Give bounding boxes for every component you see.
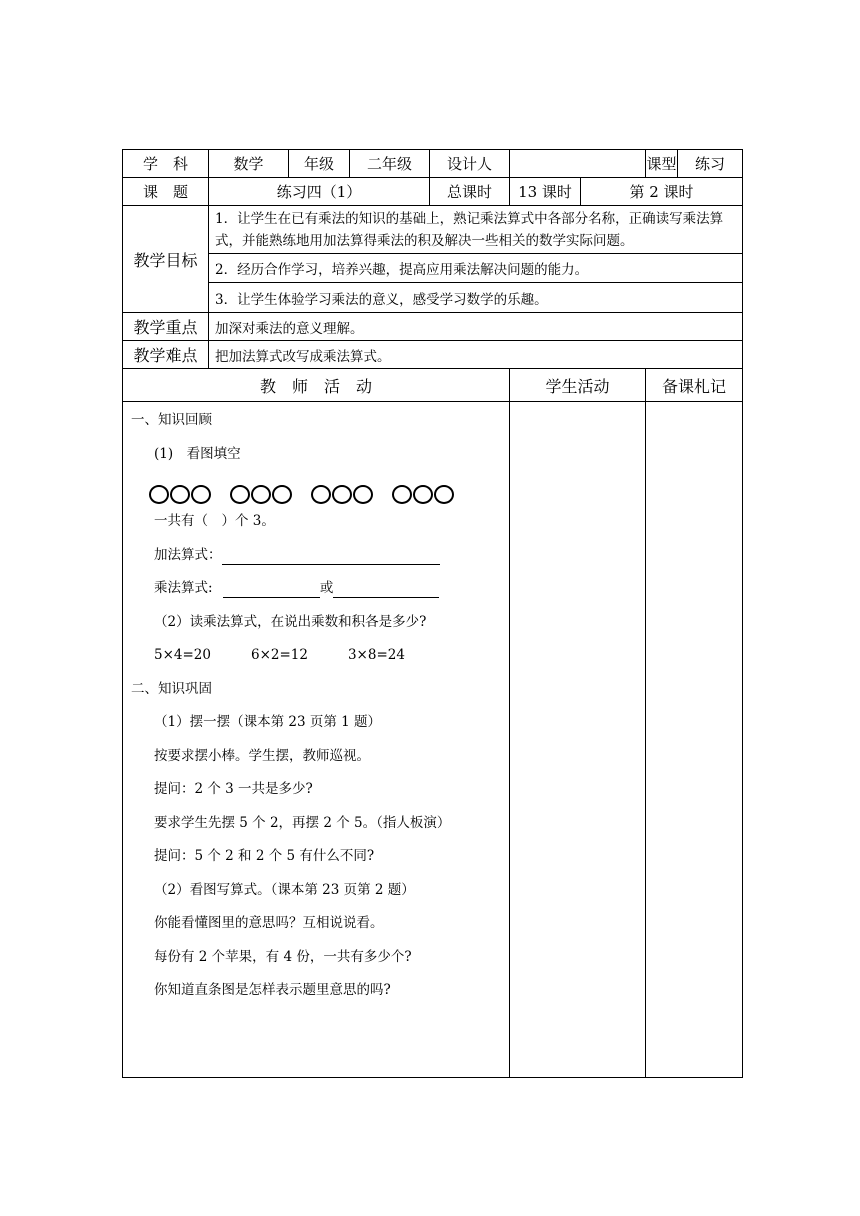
circle-shape xyxy=(332,485,352,504)
designer-value xyxy=(510,150,646,178)
equation: 5×4=20 xyxy=(154,647,211,663)
addition-label: 加法算式： xyxy=(154,546,222,563)
equation: 3×8=24 xyxy=(347,647,405,663)
question-heading: (1) 看图填空 xyxy=(154,445,241,462)
circle-groups xyxy=(131,477,501,511)
count-question: 一共有（ ）个 3。 xyxy=(154,513,275,529)
notes-cell xyxy=(646,402,743,1078)
key-point-value: 加深对乘法的意义理解。 xyxy=(209,313,743,341)
circle-shape xyxy=(251,485,271,504)
section-title: 二、知识巩固 xyxy=(131,680,212,697)
circle-shape xyxy=(392,485,412,504)
or-text: 或 xyxy=(319,580,334,596)
lesson-plan-table xyxy=(122,149,743,1078)
grade-value: 二年级 xyxy=(350,150,430,178)
circle-shape xyxy=(149,485,169,504)
multiplication-label: 乘法算式: xyxy=(154,580,213,596)
circle-shape xyxy=(353,485,373,504)
addition-line xyxy=(131,545,501,579)
addition-blank[interactable] xyxy=(222,550,440,565)
circle-shape xyxy=(434,485,454,504)
grade-label: 年级 xyxy=(289,150,350,178)
activity-text: 你能看懂图里的意思吗？互相说说看。 xyxy=(154,915,384,931)
activity-text: 要求学生先摆 5 个 2，再摆 2 个 5。（指人板演） xyxy=(154,814,451,831)
difficulty-value: 把加法算式改写成乘法算式。 xyxy=(209,341,743,369)
difficulty-label: 教学难点 xyxy=(123,341,209,369)
subject-label: 学 科 xyxy=(123,150,209,178)
circle-group xyxy=(392,485,455,504)
student-activity-cell xyxy=(510,402,646,1078)
circle-shape xyxy=(230,485,250,504)
activity-text: 按要求摆小棒。学生摆，教师巡视。 xyxy=(154,747,370,764)
question-heading: （1）摆一摆（课本第 23 页第 1 题） xyxy=(154,714,382,730)
multiplication-line xyxy=(131,578,501,612)
objective-item: 2．经历合作学习，培养兴趣，提高应用乘法解决问题的能力。 xyxy=(209,254,743,283)
topic-value: 练习四（1） xyxy=(209,178,430,206)
question-heading: （2）读乘法算式，在说出乘数和积各是多少? xyxy=(154,613,427,630)
key-point-label: 教学重点 xyxy=(123,313,209,341)
designer-label: 设计人 xyxy=(430,150,510,178)
objective-item: 1．让学生在已有乘法的知识的基础上，熟记乘法算式中各部分名称，正确读写乘法算式，并能熟练地用加法算得乘法的积及解决一些相关的数学实际问题。 xyxy=(209,206,743,254)
student-activity-header: 学生活动 xyxy=(510,369,646,402)
topic-label: 课 题 xyxy=(123,178,209,206)
lesson-number: 第 2 课时 xyxy=(581,178,743,206)
circle-group xyxy=(149,485,212,504)
type-label: 课型 xyxy=(646,150,678,178)
circle-shape xyxy=(191,485,211,504)
subject-value: 数学 xyxy=(209,150,289,178)
equations-line xyxy=(131,645,501,679)
total-hours-value: 13 课时 xyxy=(510,178,581,206)
teacher-activity-cell xyxy=(123,402,510,1078)
teacher-activity-header: 教 师 活 动 xyxy=(123,369,510,402)
lesson-plan-sheet xyxy=(122,149,742,1078)
equation: 6×2=12 xyxy=(250,647,308,663)
activity-text: 提问：2 个 3 一共是多少? xyxy=(154,781,313,797)
activity-text: 提问：5 个 2 和 2 个 5 有什么不同? xyxy=(154,848,375,864)
circle-group xyxy=(230,485,293,504)
activity-text: 每份有 2 个苹果，有 4 份，一共有多少个? xyxy=(154,948,412,965)
section-title: 一、知识回顾 xyxy=(131,412,212,428)
multiplication-blank-1[interactable] xyxy=(223,583,320,598)
question-heading: （2）看图写算式。（课本第 23 页第 2 题） xyxy=(154,881,415,898)
circle-shape xyxy=(413,485,433,504)
circle-shape xyxy=(272,485,292,504)
multiplication-blank-2[interactable] xyxy=(333,583,439,598)
circle-group xyxy=(311,485,374,504)
objective-item: 3．让学生体验学习乘法的意义，感受学习数学的乐趣。 xyxy=(209,283,743,313)
notes-header: 备课札记 xyxy=(646,369,743,402)
circle-shape xyxy=(170,485,190,504)
type-value: 练习 xyxy=(678,150,743,178)
activity-text: 你知道直条图是怎样表示题里意思的吗? xyxy=(154,982,391,998)
circle-shape xyxy=(311,485,331,504)
total-hours-label: 总课时 xyxy=(430,178,510,206)
objectives-label: 教学目标 xyxy=(123,206,209,313)
